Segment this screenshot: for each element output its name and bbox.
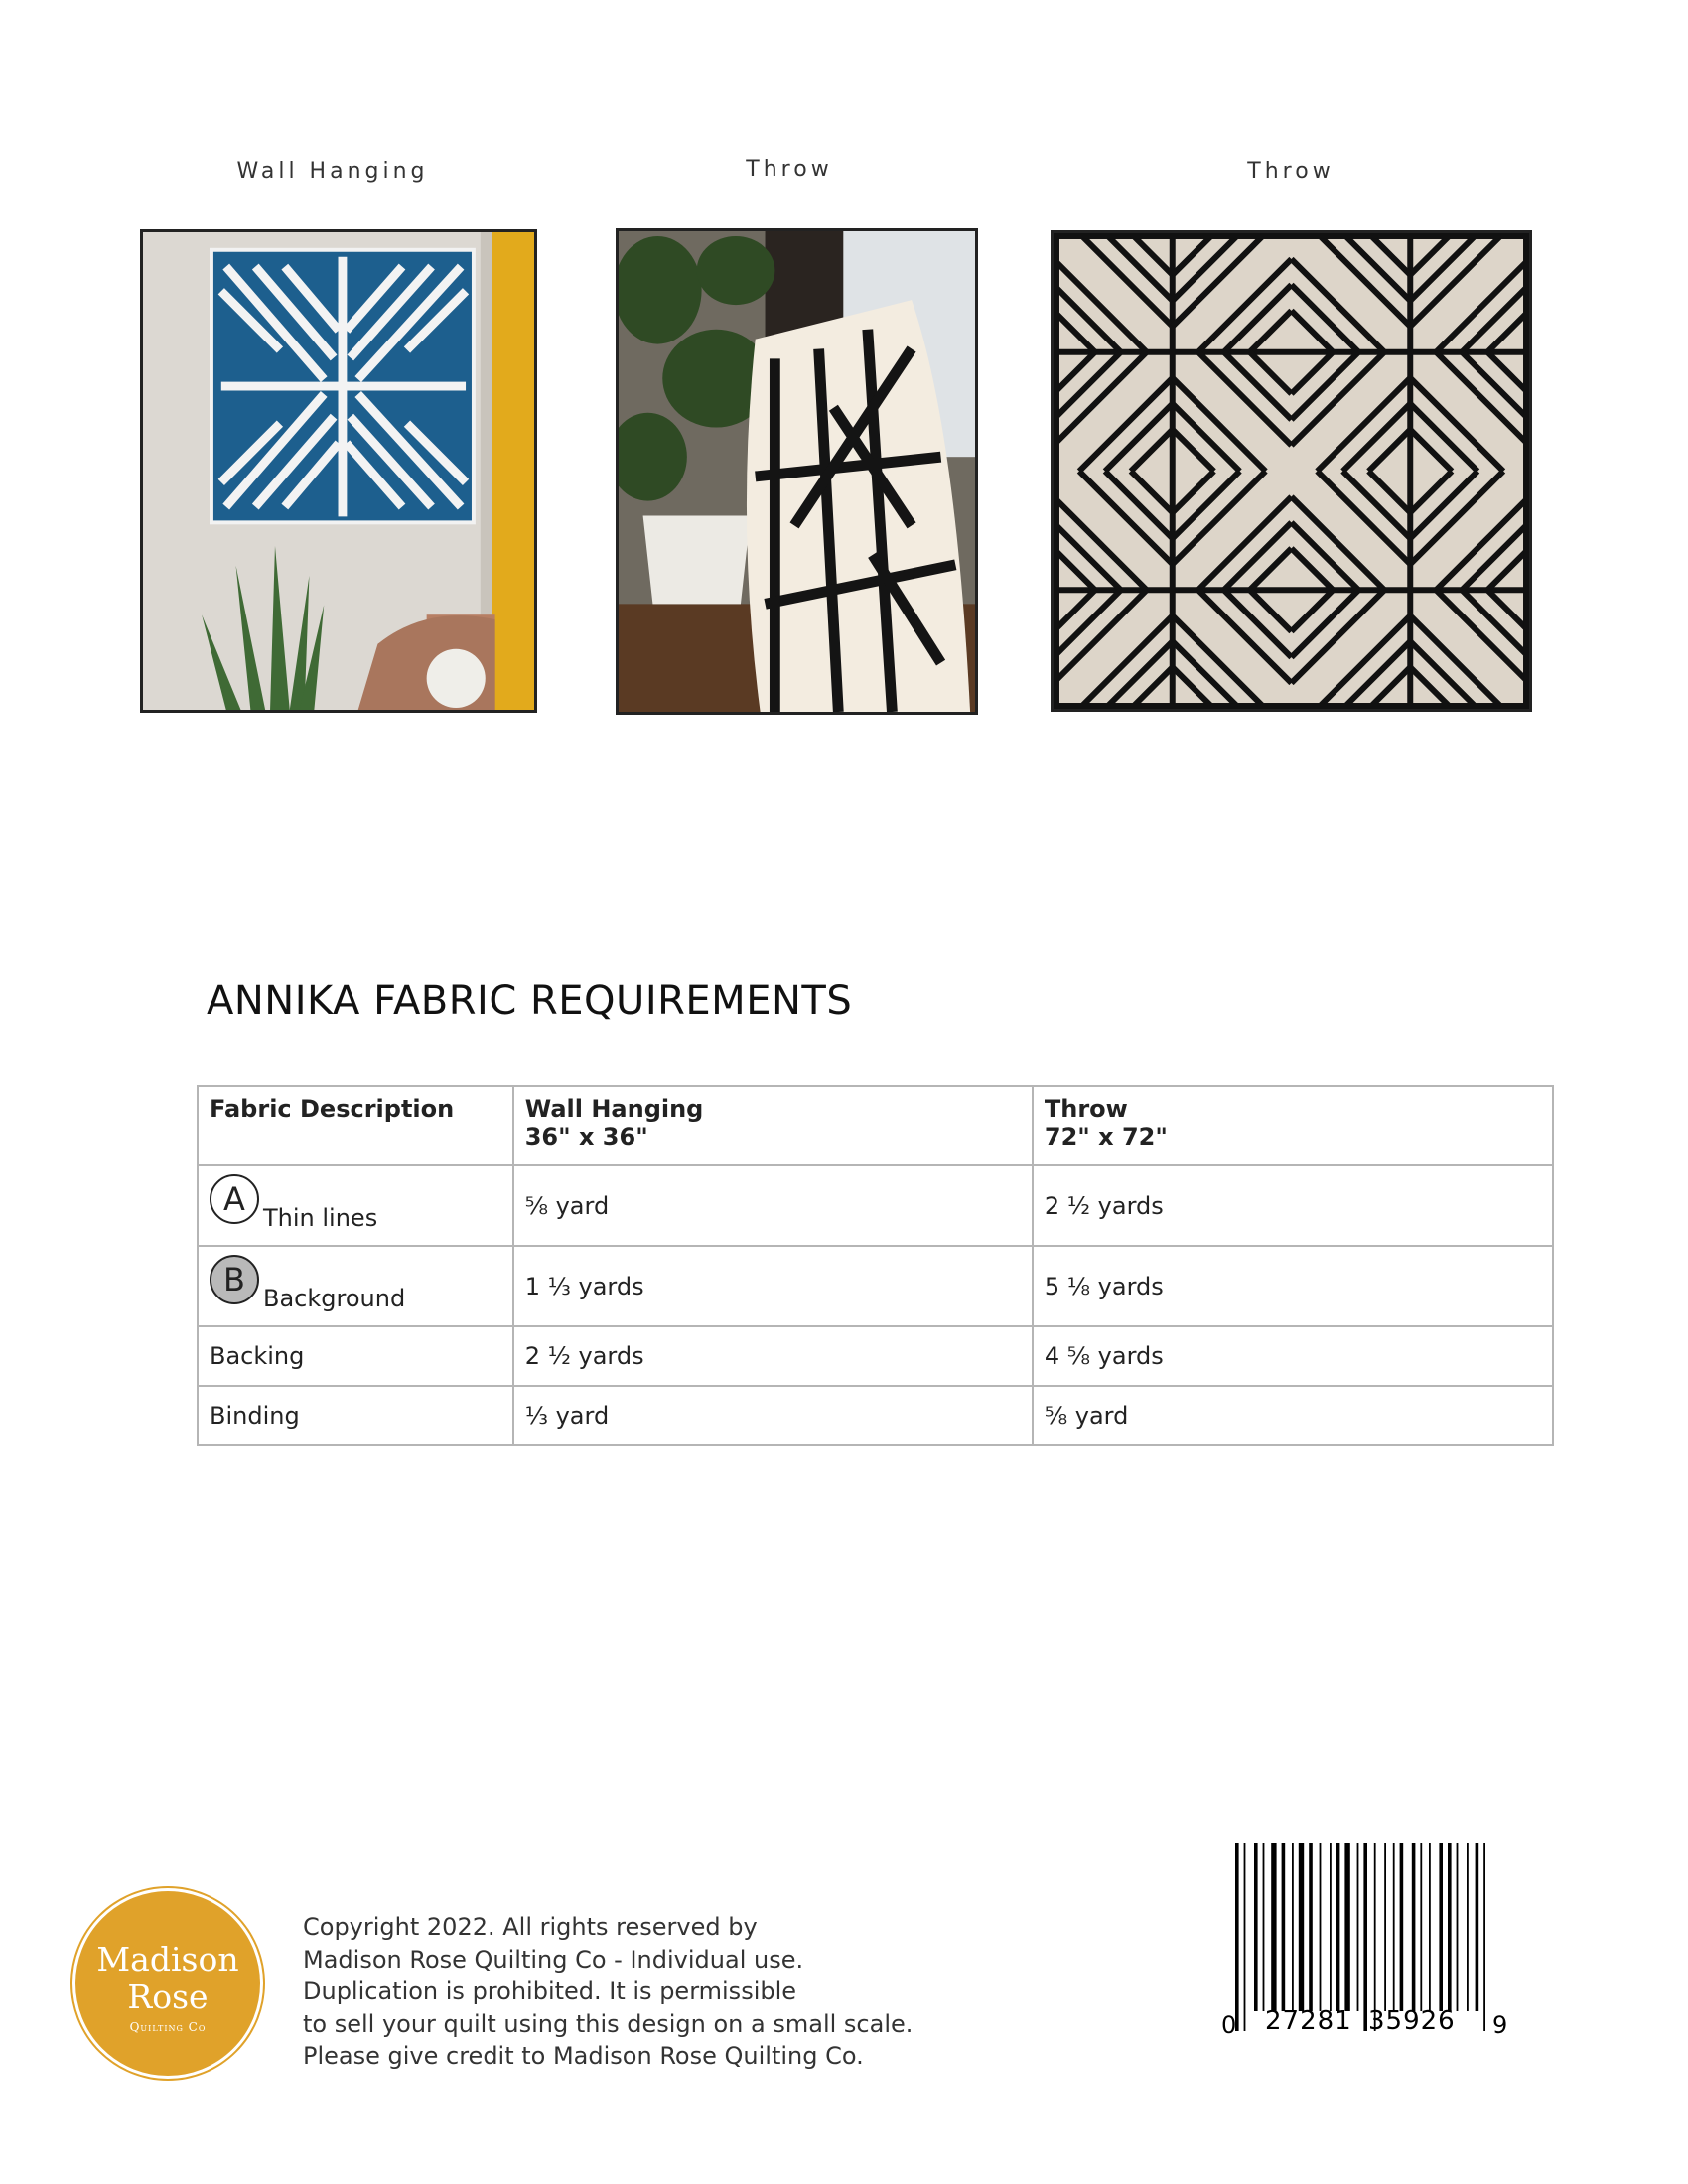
barcode-bar [1244, 1843, 1246, 2031]
copyright-line: Please give credit to Madison Rose Quilting Co. [303, 2042, 864, 2070]
fabric-cell: Binding [198, 1386, 513, 1445]
logo-line-quilting-co: Quilting Co [129, 2020, 207, 2034]
barcode-bar [1263, 1843, 1265, 2011]
header-wall-hanging [513, 1086, 1033, 1165]
barcode-group-right: 35926 [1368, 2006, 1456, 2036]
fabric-requirements-table [197, 1085, 1554, 1446]
wall-hanging-cell: 1 ⅓ yards [513, 1246, 1033, 1326]
barcode-bar [1363, 1843, 1367, 2031]
barcode-bar [1457, 1843, 1459, 2011]
barcode-bar [1374, 1843, 1376, 2031]
table-row [198, 1246, 1553, 1326]
caption-wall-hanging: Wall Hanging [236, 159, 429, 184]
barcode-bars [1221, 1843, 1509, 2041]
fabric-cell [198, 1165, 513, 1246]
wall-hanging-cell: ⅝ yard [513, 1165, 1033, 1246]
header-size: 36" x 36" [524, 1123, 648, 1151]
throw-cell: 2 ½ yards [1033, 1165, 1553, 1246]
barcode-bar [1336, 1843, 1340, 2011]
barcode-bar [1448, 1843, 1452, 2011]
page-title: ANNIKA FABRIC REQUIREMENTS [207, 978, 853, 1024]
barcode-bar [1476, 1843, 1479, 2011]
barcode-bar [1467, 1843, 1469, 2011]
logo-line-madison: Madison [96, 1940, 239, 1979]
header-label: Fabric Description [210, 1095, 455, 1123]
fabric-badge: B [210, 1255, 259, 1304]
barcode-group-left: 27281 [1265, 2006, 1352, 2036]
madison-rose-logo [72, 1888, 263, 2079]
caption-throw-illustration: Throw [1247, 159, 1335, 184]
throw-cell: 4 ⅝ yards [1033, 1326, 1553, 1386]
barcode-bar [1439, 1843, 1443, 2011]
header-throw [1033, 1086, 1553, 1165]
barcode-bar [1357, 1843, 1359, 2011]
barcode-bar [1320, 1843, 1322, 2011]
copyright-line: to sell your quilt using this design on a small scale. [303, 2009, 914, 2038]
upc-barcode [1221, 1843, 1509, 2041]
barcode-bar [1330, 1843, 1332, 2011]
header-label: Throw [1044, 1095, 1128, 1123]
fabric-badge: A [210, 1174, 259, 1224]
wall-hanging-cell: ⅓ yard [513, 1386, 1033, 1445]
table-row [198, 1165, 1553, 1246]
header-label: Wall Hanging [524, 1095, 704, 1123]
copyright-line: Duplication is prohibited. It is permissible [303, 1978, 797, 2005]
barcode-digit-left: 0 [1221, 2011, 1237, 2039]
barcode-bar [1384, 1843, 1386, 2011]
header-size: 72" x 72" [1044, 1123, 1168, 1151]
barcode-bar [1292, 1843, 1294, 2011]
barcode-bar [1393, 1843, 1395, 2011]
throw-cell: 5 ⅛ yards [1033, 1246, 1553, 1326]
barcode-bar [1299, 1843, 1304, 2011]
barcode-bar [1420, 1843, 1422, 2011]
copyright-line: Copyright 2022. All rights reserved by [303, 1913, 758, 1941]
caption-throw-photo: Throw [746, 157, 833, 182]
barcode-bar [1235, 1843, 1239, 2031]
barcode-bar [1282, 1843, 1286, 2011]
barcode-bar [1412, 1843, 1416, 2011]
throw-quilt-photo [616, 228, 978, 715]
table-row [198, 1386, 1553, 1445]
barcode-bar [1400, 1843, 1404, 2011]
throw-cell: ⅝ yard [1033, 1386, 1553, 1445]
fabric-name: Thin lines [263, 1204, 378, 1232]
fabric-name: Background [263, 1285, 406, 1312]
logo-text [75, 1941, 260, 2016]
copyright-line: Madison Rose Quilting Co - Individual use. [303, 1945, 804, 1974]
barcode-bar [1483, 1843, 1485, 2031]
barcode-bar [1254, 1843, 1258, 2011]
throw-pattern-illustration [1051, 230, 1532, 712]
copyright-notice [303, 1911, 913, 2073]
barcode-digit-right: 9 [1492, 2011, 1508, 2039]
table-row [198, 1326, 1553, 1386]
barcode-bar [1271, 1843, 1276, 2011]
wall-hanging-photo [140, 229, 537, 713]
header-fabric-description [198, 1086, 513, 1165]
barcode-bar [1429, 1843, 1431, 2011]
fabric-cell: Backing [198, 1326, 513, 1386]
logo-line-rose: Rose [127, 1978, 209, 2016]
barcode-bar [1309, 1843, 1313, 2011]
barcode-bar [1344, 1843, 1349, 2011]
wall-hanging-cell: 2 ½ yards [513, 1326, 1033, 1386]
table-header-row [198, 1086, 1553, 1165]
fabric-cell [198, 1246, 513, 1326]
